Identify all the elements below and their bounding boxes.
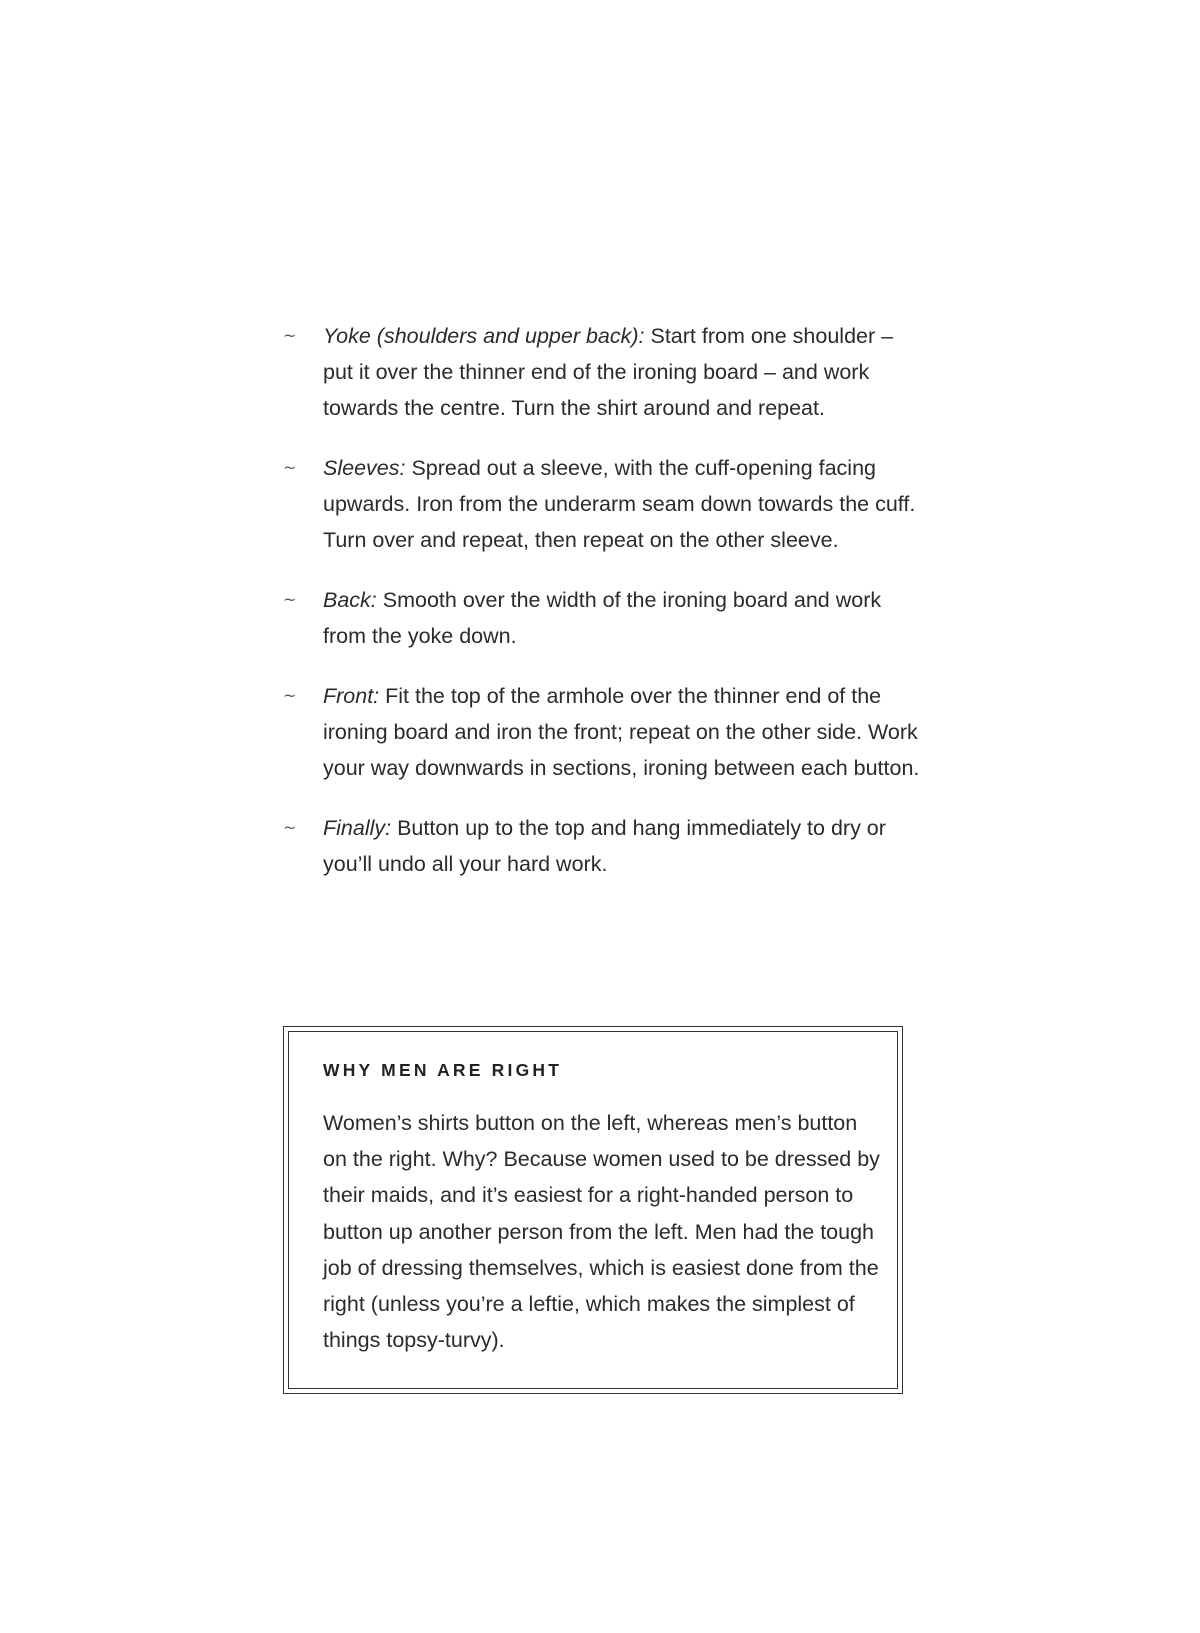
step-lead: Finally: [323, 816, 392, 840]
step-text: Button up to the top and hang immediately to dry or you’ll undo all your hard work. [323, 816, 886, 876]
tilde-bullet-icon: ~ [283, 818, 297, 837]
step-front [283, 678, 923, 786]
step-text: Start from one shoulder – put it over the thinner end of the ironing board – and work towards the centre. Turn the shirt around and repeat. [323, 324, 894, 420]
step-lead: Yoke (shoulders and upper back): [323, 324, 645, 348]
sidebar-title: WHY MEN ARE RIGHT [323, 1060, 563, 1080]
tilde-bullet-icon: ~ [283, 686, 297, 705]
step-lead: Back: [323, 588, 377, 612]
sidebar-body: Women’s shirts button on the left, whereas men’s button on the right. Why? Because women used to be dressed by their maids, and it’s easiest for a right-handed person to button up another person from the left. Men had the tough job of dressing themselves, which is easiest done from the right (unless you’re a leftie, which makes the simplest of things topsy-turvy). [323, 1111, 880, 1353]
step-finally [283, 810, 923, 882]
step-back [283, 582, 923, 654]
step-yoke [283, 318, 923, 426]
step-text: Smooth over the width of the ironing board and work from the yoke down. [323, 588, 882, 648]
step-list [283, 318, 923, 882]
sidebar-inner-frame [288, 1031, 898, 1389]
ironing-steps [283, 318, 923, 906]
step-text: Spread out a sleeve, with the cuff-opening facing upwards. Iron from the underarm seam down towards the cuff. Turn over and repeat, then repeat on the other sleeve. [323, 456, 916, 552]
step-text: Fit the top of the armhole over the thinner end of the ironing board and iron the front; repeat on the other side. Work your way downwards in sections, ironing between each button. [323, 684, 920, 780]
sidebar-box [283, 1026, 903, 1394]
tilde-bullet-icon: ~ [283, 458, 297, 477]
step-sleeves [283, 450, 923, 558]
step-lead: Front: [323, 684, 380, 708]
tilde-bullet-icon: ~ [283, 590, 297, 609]
step-lead: Sleeves: [323, 456, 406, 480]
tilde-bullet-icon: ~ [283, 326, 297, 345]
